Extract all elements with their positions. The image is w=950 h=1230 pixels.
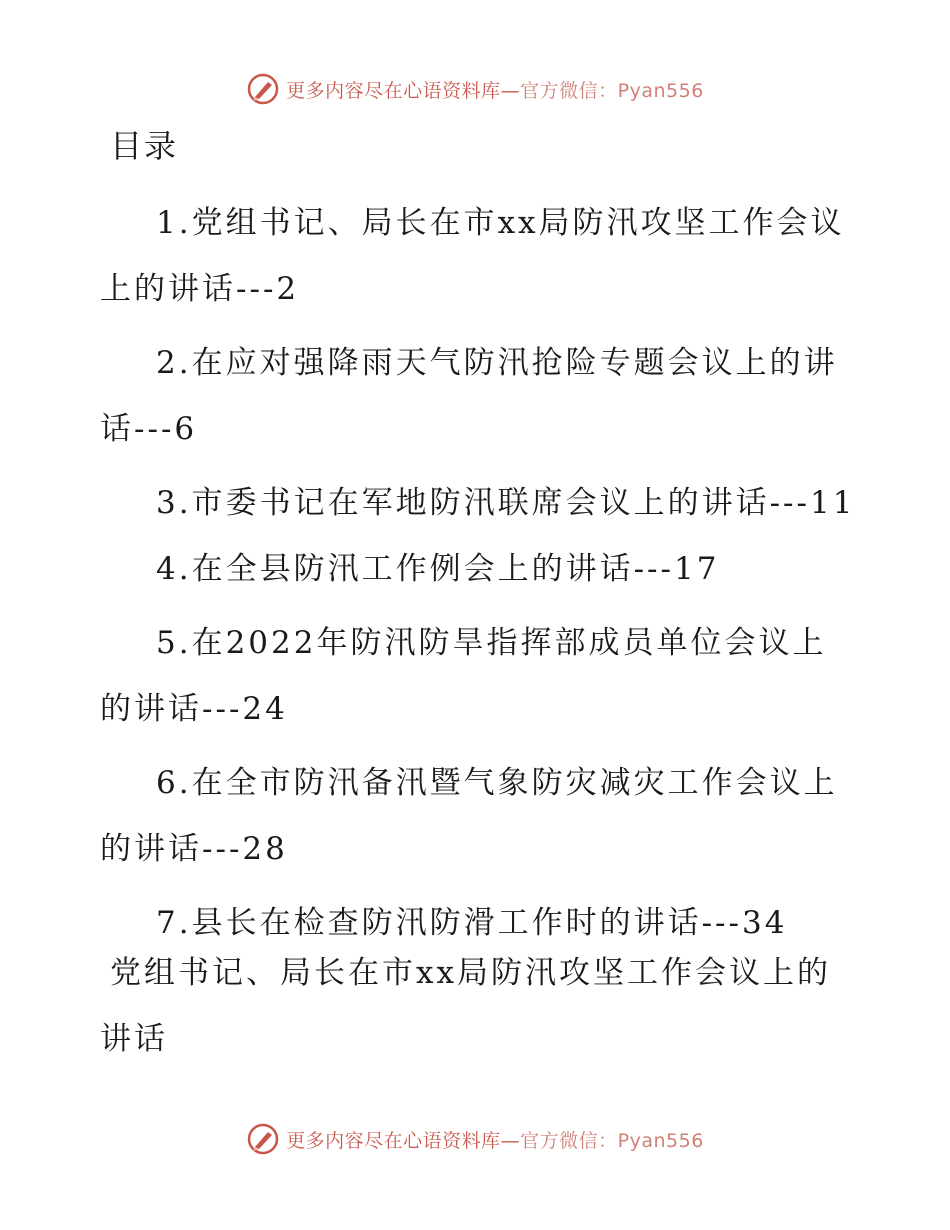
footer-watermark bbox=[0, 1122, 950, 1156]
toc-item-2[interactable]: 2.在应对强降雨天气防汛抢险专题会议上的讲话---6 bbox=[100, 345, 838, 447]
pen-logo-icon bbox=[246, 1122, 280, 1156]
section-heading: 党组书记、局长在市xx局防汛攻坚工作会议上的讲话 bbox=[100, 955, 831, 1057]
header-watermark bbox=[0, 72, 950, 106]
toc-item-5[interactable]: 5.在2022年防汛防旱指挥部成员单位会议上的讲话---24 bbox=[100, 625, 827, 727]
toc-title: 目录 bbox=[110, 127, 179, 165]
watermark-text: 更多内容尽在心语资料库—官方微信：Pyan556 bbox=[286, 1129, 704, 1152]
toc-item-6[interactable]: 6.在全市防汛备汛暨气象防灾减灾工作会议上的讲话---28 bbox=[100, 765, 838, 867]
toc-item-1[interactable]: 1.党组书记、局长在市xx局防汛攻坚工作会议上的讲话---2 bbox=[100, 205, 845, 307]
toc-item-7[interactable]: 7.县长在检查防汛防滑工作时的讲话---34 bbox=[156, 905, 788, 941]
watermark-text: 更多内容尽在心语资料库—官方微信：Pyan556 bbox=[286, 79, 704, 102]
toc-item-4[interactable]: 4.在全县防汛工作例会上的讲话---17 bbox=[156, 551, 720, 587]
toc-item-3[interactable]: 3.市委书记在军地防汛联席会议上的讲话---11 bbox=[156, 485, 856, 521]
table-of-contents bbox=[100, 190, 860, 956]
pen-logo-icon bbox=[246, 72, 280, 106]
